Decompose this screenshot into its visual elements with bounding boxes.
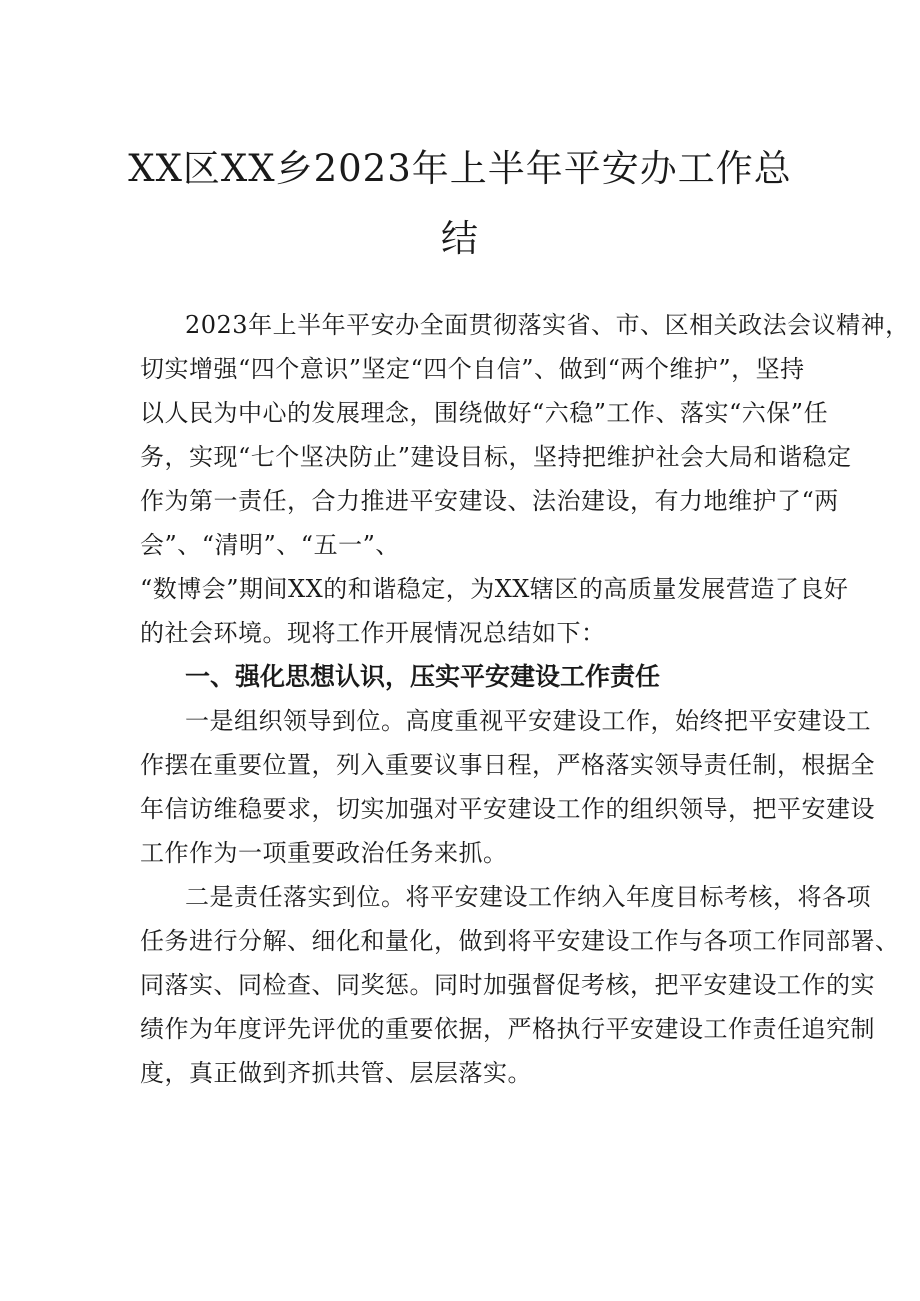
- para1-line-2: 作摆在重要位置，列入重要议事日程，严格落实领导责任制，根据全: [140, 751, 875, 779]
- para1-line-3: 年信访维稳要求，切实加强对平安建设工作的组织领导，把平安建设: [140, 795, 875, 823]
- section-1-heading: 一、强化思想认识，压实平安建设工作责任: [185, 662, 661, 691]
- para2-line-1: 二是责任落实到位。将平安建设工作纳入年度目标考核，将各项: [185, 883, 871, 911]
- para2-line-4: 绩作为年度评先评优的重要依据，严格执行平安建设工作责任追究制: [140, 1015, 875, 1043]
- para2-line-5: 度，真正做到齐抓共管、层层落实。: [140, 1059, 532, 1087]
- intro-line-3: 以人民为中心的发展理念，围绕做好“六稳”工作、落实“六保”任: [140, 399, 829, 427]
- para1-line-4: 工作作为一项重要政治任务来抓。: [140, 839, 508, 867]
- intro-line-7: “数博会”期间XX的和谐稳定，为XX辖区的高质量发展营造了良好: [140, 575, 849, 603]
- intro-line-5: 作为第一责任，合力推进平安建设、法治建设，有力地维护了“两: [140, 487, 839, 515]
- document-title-line-2: 结: [441, 217, 479, 260]
- intro-line-1: 2023年上半年平安办全面贯彻落实省、市、区相关政法会议精神，: [185, 311, 910, 339]
- document-title-line-1: XX区XX乡2023年上半年平安办工作总: [128, 147, 792, 190]
- para1-line-1: 一是组织领导到位。高度重视平安建设工作，始终把平安建设工: [185, 707, 871, 735]
- intro-line-4: 务，实现“七个坚决防止”建设目标，坚持把维护社会大局和谐稳定: [140, 443, 852, 471]
- para2-line-3: 同落实、同检查、同奖惩。同时加强督促考核，把平安建设工作的实: [140, 971, 875, 999]
- intro-line-8: 的社会环境。现将工作开展情况总结如下：: [140, 619, 606, 647]
- intro-line-6: 会”、“清明”、“五一”、: [140, 531, 400, 559]
- para2-line-2: 任务进行分解、细化和量化，做到将平安建设工作与各项工作同部署、: [140, 927, 900, 955]
- intro-line-2: 切实增强“四个意识”坚定“四个自信”、做到“两个维护”，坚持: [140, 355, 805, 383]
